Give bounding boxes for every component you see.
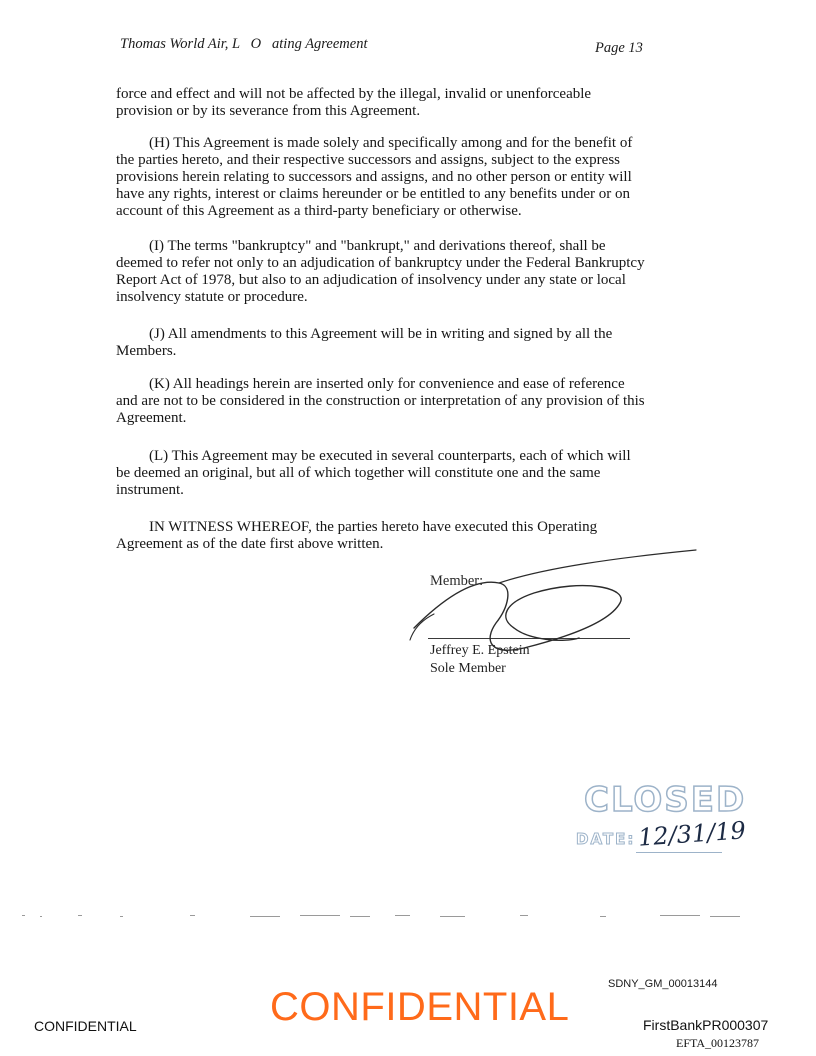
page-number: Page 13 <box>595 40 643 56</box>
efta-document-id: EFTA_00123787 <box>676 1036 760 1050</box>
paragraph-i: (I) The terms "bankruptcy" and "bankrupt," and derivations thereof, shall be deemed to refer not only to an adjudication of bankruptcy under the Federal Bankruptcy Report Act of 1978, but also to an adjudication of insolvency under any state or local insolvency statute or procedure. <box>116 238 645 305</box>
stamp-date-value: 12/31/19 <box>637 816 747 852</box>
paragraph-l: (L) This Agreement may be executed in several counterparts, each of which will be deemed an original, but all of which together will constitute one and the same instrument. <box>116 448 631 498</box>
signatory-name: Jeffrey E. Epstein <box>430 643 530 658</box>
paragraph-h: (H) This Agreement is made solely and specifically among and for the benefit of the parties hereto, and their respective successors and assigns, subject to the express provisions herein relating to successors and assigns, and no other person or entity will have any rights, interest or claims hereunder or be entitled to any benefits under or on account of this Agreement as a third-party beneficiary or otherwise. <box>116 135 633 219</box>
paragraph-j: (J) All amendments to this Agreement will be in writing and signed by all the Members. <box>116 326 613 359</box>
signatory-title: Sole Member <box>430 661 506 676</box>
running-header-title: Thomas World Air, L O ating Agreement <box>120 36 368 52</box>
paragraph-continuation: force and effect and will not be affected by the illegal, invalid or unenforceable provision or by its severance from this Agreement. <box>116 86 592 119</box>
bates-number: SDNY_GM_00013144 <box>608 978 718 990</box>
handwritten-signature <box>404 548 704 668</box>
paragraph-k: (K) All headings herein are inserted only for convenience and ease of reference and are not to be considered in the construction or interpretation of any provision of this Agreement. <box>116 376 645 426</box>
stamp-closed-text: CLOSED <box>584 780 747 820</box>
confidential-watermark: CONFIDENTIAL <box>270 985 570 1029</box>
bank-document-id: FirstBankPR000307 <box>643 1017 769 1033</box>
closed-stamp <box>576 780 747 860</box>
stamp-underline <box>636 852 722 853</box>
footer-confidential-label: CONFIDENTIAL <box>34 1018 137 1034</box>
paragraph-witness: IN WITNESS WHEREOF, the parties hereto have executed this Operating Agreement as of the date first above written. <box>116 519 598 552</box>
scan-noise-strip <box>0 910 816 922</box>
signature-member-label: Member: <box>430 573 484 589</box>
stamp-date-label: DATE: <box>576 830 636 848</box>
